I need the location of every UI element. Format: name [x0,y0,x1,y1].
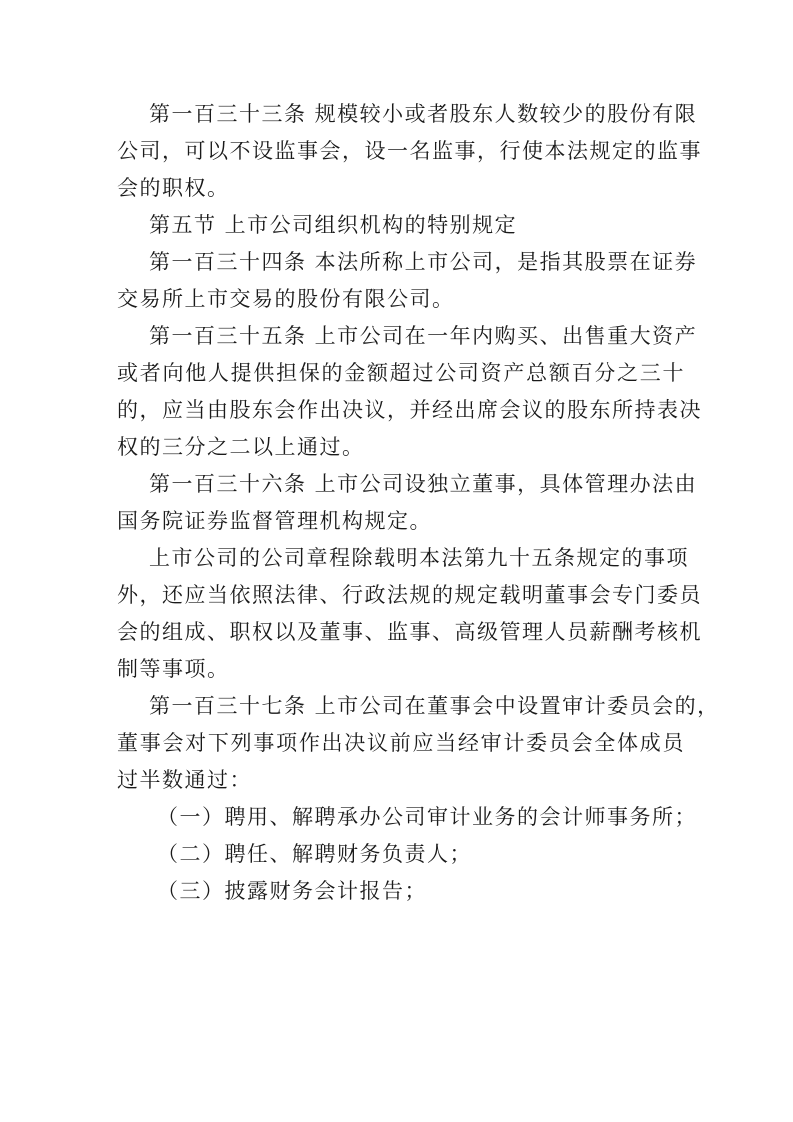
document-page [117,96,720,910]
article-136-line-2: 国务院证券监督管理机构规定。 [117,509,432,533]
article-135-line-3: 的，应当由股东会作出决议，并经出席会议的股东所持表决 [117,398,702,422]
article-134-line-1: 第一百三十四条 本法所称上市公司，是指其股票在证券 [149,250,698,274]
article-137-line-2: 董事会对下列事项作出决议前应当经审计委员会全体成员 [117,731,685,755]
article-135-line-1: 第一百三十五条 上市公司在一年内购买、出售重大资产 [149,324,698,348]
article-136-para2-line-1: 上市公司的公司章程除载明本法第九十五条规定的事项 [149,546,689,570]
article-136-para2-line-2: 外，还应当依照法律、行政法规的规定载明董事会专门委员 [117,583,702,607]
article-137-item-1: （一）聘用、解聘承办公司审计业务的会计师事务所； [157,805,697,829]
article-137-item-2: （二）聘任、解聘财务负责人； [157,842,472,866]
article-134-line-2: 交易所上市交易的股份有限公司。 [117,287,455,311]
article-135-line-4: 权的三分之二以上通过。 [117,435,365,459]
article-137-line-3: 过半数通过： [117,768,252,792]
article-137-item-3: （三）披露财务会计报告； [157,879,427,903]
article-135-line-2: 或者向他人提供担保的金额超过公司资产总额百分之三十 [117,361,685,385]
article-136-para2-line-4: 制等事项。 [117,657,230,681]
article-133-line-2: 公司，可以不设监事会，设一名监事，行使本法规定的监事 [117,139,702,163]
article-133-line-3: 会的职权。 [117,176,230,200]
section-5-heading: 第五节 上市公司组织机构的特别规定 [149,213,518,237]
article-136-para2-line-3: 会的组成、职权以及董事、监事、高级管理人员薪酬考核机 [117,620,702,644]
article-137-line-1: 第一百三十七条 上市公司在董事会中设置审计委员会的， [149,694,720,718]
article-136-line-1: 第一百三十六条 上市公司设独立董事，具体管理办法由 [149,472,698,496]
article-133-line-1: 第一百三十三条 规模较小或者股东人数较少的股份有限 [149,102,698,126]
